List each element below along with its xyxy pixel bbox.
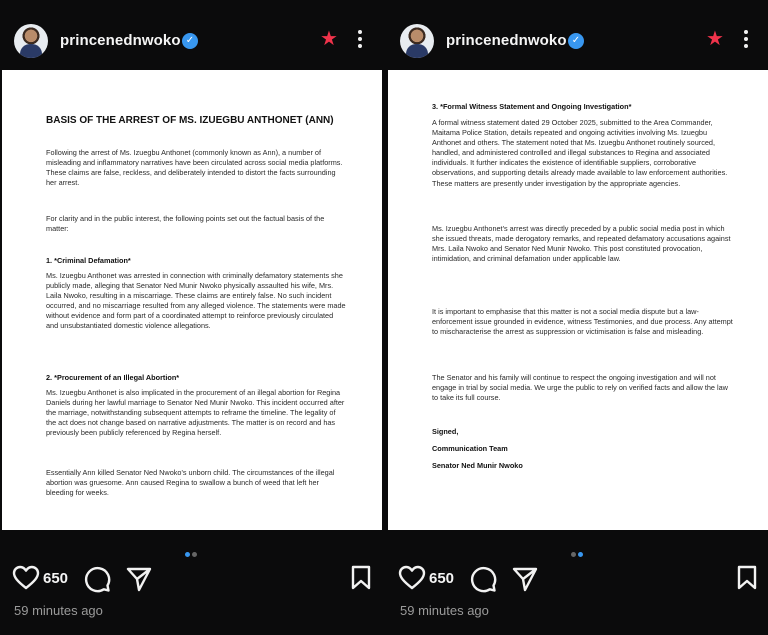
signature-team: Communication Team [432, 444, 508, 453]
document-page [388, 70, 768, 530]
section-heading: 3. *Formal Witness Statement and Ongoing Investigation* [432, 102, 632, 111]
carousel-indicator [0, 544, 382, 550]
avatar[interactable] [14, 24, 48, 58]
post-1 [0, 0, 382, 635]
paragraph: It is important to emphasise that this matter is not a social media dispute but a law-enforcement issue grounded in evidence, witness Testimonies, and due process. Any attempt to mischaracterise the arrest as suppression or victimisation is false and misleading. [432, 307, 733, 337]
paragraph: Essentially Ann killed Senator Ned Nwoko's unborn child. The circumstances of the illegal abortion was gruesome. Ann caused Regina to swallow a bunch of weed that left her bleeding for weeks. [46, 468, 335, 498]
section-heading: 1. *Criminal Defamation* [46, 256, 131, 265]
comment-icon[interactable] [469, 565, 497, 593]
timestamp: 59 minutes ago [14, 603, 103, 618]
verified-badge-icon: ✓ [568, 33, 584, 49]
signature-name: Senator Ned Munir Nwoko [432, 461, 523, 470]
paragraph: For clarity and in the public interest, the following points set out the factual basis of the matter: [46, 214, 325, 234]
post-2 [386, 0, 768, 635]
carousel-dot [571, 552, 576, 557]
more-options-icon[interactable] [357, 30, 363, 50]
section-heading: 2. *Procurement of an Illegal Abortion* [46, 373, 180, 382]
paragraph: Following the arrest of Ms. Izuegbu Anthonet (commonly known as Ann), a number of misleading and inflammatory narratives have been circulated across social media platforms. These claims are false, reckless, and deliberately intended to distort the facts surrounding her arrest. [46, 148, 343, 188]
heart-icon[interactable] [398, 565, 426, 591]
carousel-dot [192, 552, 197, 557]
avatar[interactable] [400, 24, 434, 58]
carousel-dot-active [185, 552, 190, 557]
document-page [2, 70, 382, 530]
paragraph: A formal witness statement dated 29 October 2025, submitted to the Area Commander, Maitama Police Station, details repeated and ongoing activities involving Ms. Izuegbu Anthonet and others. The statement noted that Ms. Izuegbu Anthonet routinely sourced, handled, and administered controlled and illegal substances to Regina and associated individuals. It further indicates the existence of identifiable suppliers, corroborative observations, and supporting details already made available to law enforcement authorities. These matters are presently under investigation by the appropriate agencies. [432, 118, 728, 188]
share-icon[interactable] [125, 566, 153, 592]
document-title: BASIS OF THE ARREST OF MS. IZUEGBU ANTHONET (ANN) [46, 115, 334, 126]
timestamp: 59 minutes ago [400, 603, 489, 618]
comment-icon[interactable] [83, 565, 111, 593]
likes-count[interactable]: 650 [429, 570, 455, 587]
star-icon[interactable]: ★ [706, 28, 724, 50]
share-icon[interactable] [511, 566, 539, 592]
username[interactable]: princenednwoko [60, 32, 181, 49]
star-icon[interactable]: ★ [320, 28, 338, 50]
likes-count[interactable]: 650 [43, 570, 69, 587]
paragraph: Ms. Izuegbu Anthonet's arrest was directly preceded by a public social media post in which she issued threats, made derogatory remarks, and repeated defamatory accusations against Mrs. Laila Nwoko and Senator Ned Munir Nwoko. This post constituted provocation, intimidation, and criminal defamation under applicable law. [432, 224, 731, 264]
bookmark-icon[interactable] [736, 565, 758, 591]
heart-icon[interactable] [12, 565, 40, 591]
username[interactable]: princenednwoko [446, 32, 567, 49]
carousel-indicator [386, 544, 768, 550]
paragraph: Ms. Izuegbu Anthonet is also implicated in the procurement of an illegal abortion for Regina Daniels during her lawful marriage to Senator Ned Munir Nwoko. This incident occurred after the marriage, notwithstanding subsequent attempts to reframe the timeline. The legality of the act does not change based on narrative adjustments. The matter is on record and has previously been publicly referenced by Regina herself. [46, 388, 345, 438]
paragraph: The Senator and his family will continue to respect the ongoing investigation and will not engage in trial by social media. We urge the public to rely on verified facts and allow the law to take its full course. [432, 373, 728, 403]
post-header [0, 0, 382, 70]
paragraph: Ms. Izuegbu Anthonet was arrested in connection with criminally defamatory statements she publicly made, alleging that Senator Ned Munir Nwoko physically assaulted his wife, Mrs. Laila Nwoko, resulting in a miscarriage. These claims are entirely false. No such incident occurred, and no miscarriage resulted from any alleged violence. The statements were made without evidence and form part of a coordinated attempt to reinforce previously circulated and unsubstantiated domestic violence allegations. [46, 271, 346, 331]
post-header [386, 0, 768, 70]
carousel-dot-active [578, 552, 583, 557]
more-options-icon[interactable] [743, 30, 749, 50]
bookmark-icon[interactable] [350, 565, 372, 591]
verified-badge-icon: ✓ [182, 33, 198, 49]
signature-label: Signed, [432, 427, 459, 436]
